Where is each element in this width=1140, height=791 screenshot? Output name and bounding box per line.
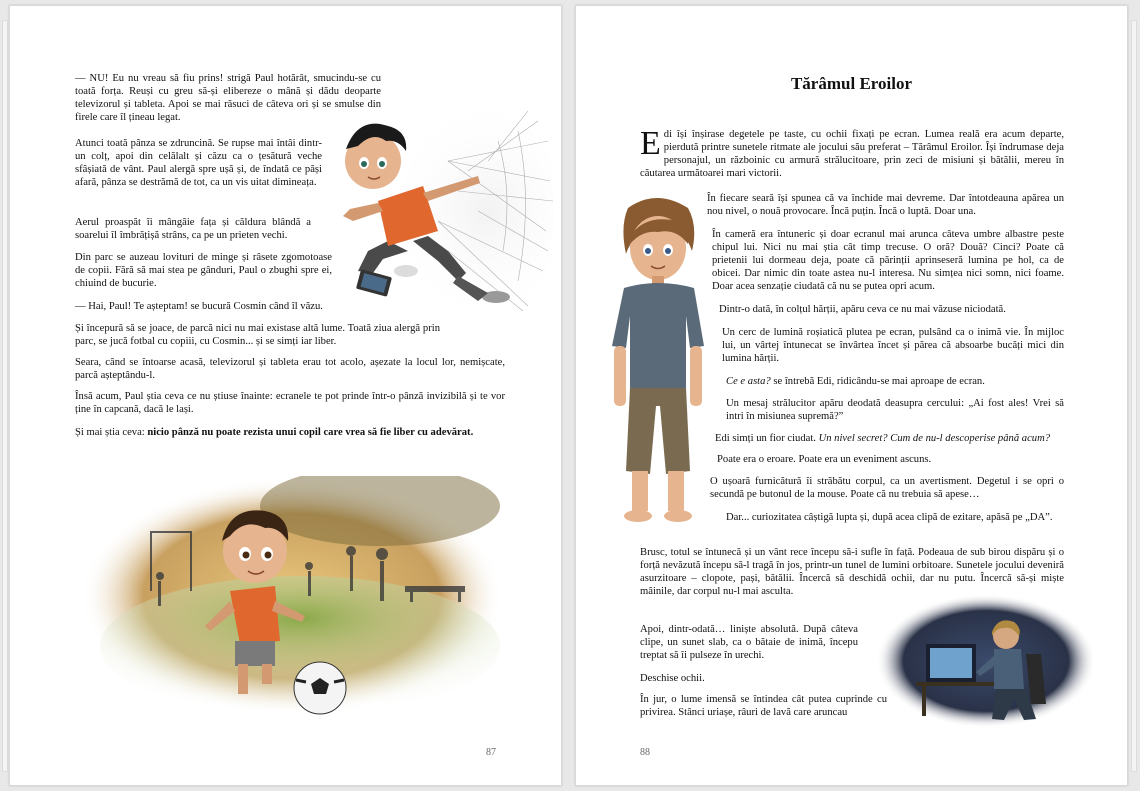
- chapter-title: Tărâmul Eroilor: [790, 74, 913, 93]
- paragraph-final: [75, 426, 515, 439]
- paragraph: — Hai, Paul! Te așteptam! se bucură Cosmin când îl văzu.: [75, 301, 323, 312]
- page-number: 88: [640, 747, 650, 758]
- dropcap: E: [640, 125, 661, 162]
- paragraph: În jur, o lume imensă se întindea cât putea cuprinde cu privirea. Stânci uriașe, râuri de lavă care aruncau: [640, 694, 887, 718]
- paragraph: Un mesaj strălucitor apăru deodată deasupra cercului: „Ai fost ales! Vrei să intri în misiunea supremă?”: [726, 398, 1064, 422]
- paragraph: [715, 432, 1070, 445]
- paragraph: Deschise ochii.: [640, 673, 705, 684]
- italic-text: Ce e asta?: [726, 376, 771, 387]
- paragraph: Dintr-o dată, în colțul hărții, apăru ceva ce nu mai văzuse niciodată.: [719, 304, 1006, 315]
- paragraph: Dar... curiozitatea câștigă lupta și, după acea clipă de ezitare, apăsă pe „DA”.: [726, 512, 1053, 523]
- paragraph: Și începură să se joace, de parcă nici nu mai existase altă lume. Toată ziua alergă prin parc, se jucă fotbal cu copiii, cu Cosmin... și se simți iar liber.: [75, 323, 440, 347]
- paragraph: În fiecare seară își spunea că va închide mai devreme. Dar întotdeauna apărea un nou nivel, o nouă provocare. Încă puțin. Încă o luptă. Doar una.: [707, 193, 1064, 217]
- paragraph: Însă acum, Paul știa ceva ce nu știuse înainte: ecranele te pot prinde într-o pânză invizibilă și te vor ține în capcană, dacă le lași.: [75, 391, 505, 415]
- paragraph: Brusc, totul se întunecă și un vânt rece începu să-i sufle în față. Podeaua de sub birou dispăru și o forță nevăzută începu să-l tragă în jos, printr-un tunel de lumini orbitoare. Sunetele jocului deveniră asurzitoare – clopote, pași, bătălii. Încercă să deschidă ochii, dar nu putu. Încercă să-și miște mâinile, dar corpul nu-l mai asculta.: [640, 547, 1064, 597]
- right-page-edge: [1131, 20, 1137, 772]
- paragraph: [726, 375, 1064, 388]
- paragraph: Seara, când se întoarse acasă, televizorul și tableta erau tot acolo, așezate la locul lor, nemișcate, parcă așteptându-l.: [75, 357, 505, 381]
- paragraph: Din parc se auzeau lovituri de minge și râsete zgomotoase de copii. Fără să mai stea pe gânduri, Paul o zbughi spre ei, chiuind de bucurie.: [75, 252, 332, 289]
- paragraph: În cameră era întuneric și doar ecranul mai arunca câteva umbre albastre peste chipul lui. Nici nu mai știa cât timp trecuse. O oră? Două? Cinci? Poate că prietenii lui dormeau deja, poate că părinții aprinseseră lumina pe hol, ca de obicei. Dar nimic din toate astea nu-l interesa. Nu simțea nici somn, nici foame. Doar acea senzație ciudată că nu se putea opri acum.: [712, 229, 1064, 292]
- paragraph: Un cerc de lumină roșiatică plutea pe ecran, pulsând ca o inimă vie. În mijloc lui, un vârtej întunecat se învârtea încet și părea că absoarbe bucăți mici din lumina hărții.: [722, 327, 1064, 364]
- paragraph: Poate era o eroare. Poate era un eveniment ascuns.: [717, 454, 932, 465]
- italic-text: Un nivel secret? Cum de nu-l descoperise până acum?: [818, 433, 1051, 444]
- standing-boy-illustration: [606, 196, 711, 531]
- boys-playing-football-illustration: [80, 476, 505, 716]
- page-88: [575, 5, 1128, 786]
- page-87: [9, 5, 562, 786]
- boy-at-computer-illustration: [876, 594, 1096, 729]
- final-bold-text: nicio pânză nu poate rezista unui copil care vrea să fie liber cu adevărat.: [147, 427, 474, 438]
- page-number: 87: [486, 747, 496, 758]
- paragraph: O ușoară furnicătură îi străbătu corpul, ca un avertisment. Degetul i se opri o secundă pe butonul de la mouse. Poate că nu trebuia să apese…: [710, 476, 1064, 500]
- paragraph: Aerul proaspăt îi mângâie fața și căldura blândă a soarelui îl îmbrățișă strâns, ca pe un prieten vechi.: [75, 217, 311, 241]
- paragraph-text: di își înșirase degetele pe taste, cu ochii fixați pe ecran. Lumea reală era acum departe, pierdută printre sunetele ritmate ale jocului său preferat – Tărâmul Eroilor. Își îndrumase deja personajul, un războinic cu armură strălucitoare, prin zeci de misiuni și bătălii, mereu în căutarea următoarei mari victorii.: [640, 129, 1064, 179]
- paragraph: Atunci toată pânza se zdruncină. Se rupse mai întâi dintr-un colț, apoi din celălalt și căzu ca o țesătură veche sfâșiată de vânt. Paul alergă spre ușă și, de îndată ce păși afară, pânza se destrămă de tot, ca un vis uitat dimineața.: [75, 138, 322, 188]
- boy-breaking-web-illustration: [328, 101, 553, 316]
- paragraph-text: se întrebă Edi, ridicându-se mai aproape de ecran.: [770, 376, 985, 387]
- final-text: Și mai știa ceva:: [75, 427, 148, 438]
- paragraph: Apoi, dintr-odată… liniște absolută. După câteva clipe, un sunet slab, ca o bătaie de inimă, începu treptat să îi pulseze în urechi.: [640, 624, 858, 661]
- paragraph-text: Edi simți un fior ciudat.: [715, 433, 819, 444]
- left-page-edge: [2, 20, 8, 772]
- paragraph-with-dropcap: [640, 125, 1064, 180]
- paragraph: — NU! Eu nu vreau să fiu prins! strigă Paul hotărât, smucindu-se cu toată forța. Reuși cu greu să-și elibereze o mână și dădu deoparte televizorul și tableta. Apoi se mai răsuci de câteva ori și se smulse din firele care îl țineau legat.: [75, 73, 381, 123]
